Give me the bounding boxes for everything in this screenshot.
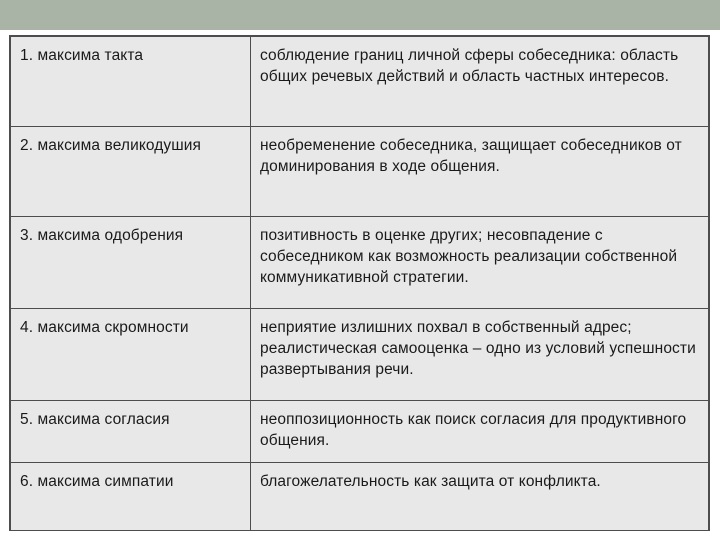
maxims-table-container	[9, 35, 710, 531]
maxim-description-cell: позитивность в оценке других; несовпадение с собеседником как возможность реализации собственной коммуникативной стратегии.	[251, 217, 709, 309]
maxim-description-cell: соблюдение границ личной сферы собеседника: область общих речевых действий и область частных интересов.	[251, 37, 709, 127]
table-row	[11, 217, 709, 309]
header-band	[0, 0, 720, 30]
maxim-description-cell: неоппозиционность как поиск согласия для продуктивного общения.	[251, 401, 709, 463]
table-row	[11, 463, 709, 531]
maxim-name-cell: 1. максима такта	[11, 37, 251, 127]
maxim-name-cell: 2. максима великодушия	[11, 127, 251, 217]
maxim-name-cell: 4. максима скромности	[11, 309, 251, 401]
table-row	[11, 127, 709, 217]
maxim-description-cell: необременение собеседника, защищает собеседников от доминирования в ходе общения.	[251, 127, 709, 217]
maxim-name-cell: 6. максима симпатии	[11, 463, 251, 531]
maxim-name-cell: 5. максима согласия	[11, 401, 251, 463]
maxim-name-cell: 3. максима одобрения	[11, 217, 251, 309]
table-row	[11, 37, 709, 127]
table-row	[11, 309, 709, 401]
maxim-description-cell: неприятие излишних похвал в собственный адрес; реалистическая самооценка – одно из условий успешности развертывания речи.	[251, 309, 709, 401]
table-row	[11, 401, 709, 463]
maxim-description-cell: благожелательность как защита от конфликта.	[251, 463, 709, 531]
maxims-table	[10, 36, 709, 531]
